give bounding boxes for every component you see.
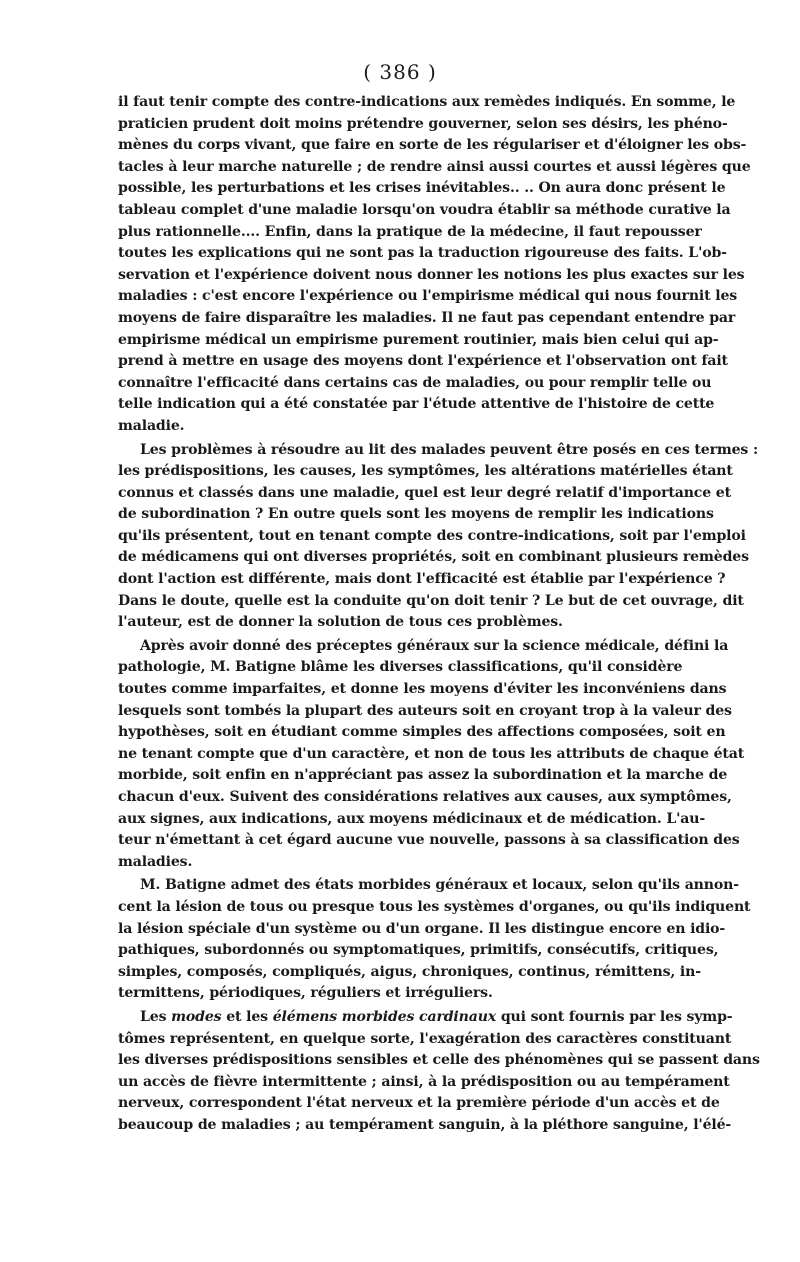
text-line: possible, les perturbations et les crises inévitables.. .. On aura donc présent le [118, 180, 726, 197]
text-line: qu'ils présentent, tout en tenant compte des contre-indications, soit par l'emploi [118, 527, 746, 544]
text-line: hypothèses, soit en étudiant comme simples des affections composées, soit en [118, 724, 726, 741]
italic-term-modes: modes [171, 1008, 222, 1025]
body-text [118, 92, 760, 1137]
text-line: empirisme médical un empirisme purement routinier, mais bien celui qui ap- [118, 331, 719, 348]
text-line: de médicamens qui ont diverses propriétés, soit en combinant plusieurs remèdes [118, 549, 749, 566]
text-line: maladie. [118, 417, 185, 434]
text-line: praticien prudent doit moins prétendre gouverner, selon ses désirs, les phéno- [118, 115, 728, 132]
text-line: chacun d'eux. Suivent des considérations relatives aux causes, aux symptômes, [118, 789, 732, 805]
text-line: la lésion spéciale d'un système ou d'un organe. Il les distingue encore en idio- [118, 920, 726, 937]
text-line: servation et l'expérience doivent nous donner les notions les plus exactes sur les [118, 266, 745, 283]
text-line: moyens de faire disparaître les maladies. Il ne faut pas cependant entendre par [118, 309, 736, 326]
text-line: lesquels sont tombés la plupart des auteurs soit en croyant trop à la valeur des [118, 702, 732, 719]
text-line: un accès de fièvre intermittente ; ainsi, à la prédisposition ou au tempérament [118, 1073, 730, 1090]
text-line: mènes du corps vivant, que faire en sorte de les régulariser et d'éloigner les obs- [118, 137, 747, 154]
text-line: de subordination ? En outre quels sont les moyens de remplir les indications [118, 506, 714, 523]
text-line: nerveux, correspondent l'état nerveux et la première période d'un accès et de [118, 1095, 720, 1112]
italic-term-elements: élémens morbides cardinaux [272, 1008, 497, 1025]
text-line: connaître l'efficacité dans certains cas de maladies, ou pour remplir telle ou [118, 374, 712, 391]
text-line: Dans le doute, quelle est la conduite qu'on doit tenir ? Le but de cet ouvrage, dit [118, 592, 744, 609]
text-line: simples, composés, compliqués, aigus, chroniques, continus, rémittens, in- [118, 963, 701, 980]
text-line: tableau complet d'une maladie lorsqu'on voudra établir sa méthode curative la [118, 201, 731, 218]
text-line: tacles à leur marche naturelle ; de rendre ainsi aussi courtes et aussi légères que [118, 158, 751, 175]
text-line: maladies. [118, 853, 193, 870]
paragraph-3 [118, 636, 745, 874]
text-line: prend à mettre en usage des moyens dont l'expérience et l'observation ont fait [118, 353, 728, 370]
text-line: Après avoir donné des préceptes généraux sur la science médicale, défini la [140, 637, 729, 654]
text-line: toutes comme imparfaites, et donne les moyens d'éviter les inconvéniens dans [118, 681, 727, 698]
page-number: ( 386 ) [363, 60, 437, 84]
paragraph-2 [118, 440, 759, 634]
text-line: il faut tenir compte des contre-indications aux remèdes indiqués. En somme, le [118, 94, 736, 110]
text-line: Les problèmes à résoudre au lit des malades peuvent être posés en ces termes : [140, 441, 759, 458]
text-line: ne tenant compte que d'un caractère, et non de tous les attributs de chaque état [118, 745, 745, 762]
text-line: plus rationnelle.... Enfin, dans la pratique de la médecine, il faut repousser [118, 223, 702, 240]
paragraph-5 [118, 1007, 760, 1137]
text-line: telle indication qui a été constatée par l'étude attentive de l'histoire de cette [118, 396, 715, 413]
text-line: maladies : c'est encore l'expérience ou l'empirisme médical qui nous fournit les [118, 288, 738, 305]
paragraph-1 [118, 92, 751, 438]
text-line: teur n'émettant à cet égard aucune vue nouvelle, passons à sa classification des [118, 832, 740, 849]
text-line: tômes représentent, en quelque sorte, l'exagération des caractères constituant [118, 1030, 732, 1047]
text-line: connus et classés dans une maladie, quel est leur degré relatif d'importance et [118, 484, 731, 501]
text-line: toutes les explications qui ne sont pas la traduction rigoureuse des faits. L'ob- [118, 245, 727, 262]
text-line: dont l'action est différente, mais dont l'efficacité est établie par l'expérience ? [118, 571, 726, 588]
text-line: pathologie, M. Batigne blâme les diverses classifications, qu'il considère [118, 659, 683, 676]
text-line: pathiques, subordonnés ou symptomatiques, primitifs, consécutifs, critiques, [118, 942, 719, 959]
text-line: morbide, soit enfin en n'appréciant pas assez la subordination et la marche de [118, 767, 728, 784]
text-line: M. Batigne admet des états morbides généraux et locaux, selon qu'ils annon- [140, 877, 739, 894]
text-line: beaucoup de maladies ; au tempérament sanguin, à la pléthore sanguine, l'élé- [118, 1116, 732, 1133]
text-line: aux signes, aux indications, aux moyens médicinaux et de médication. L'au- [118, 810, 706, 827]
text-line: cent la lésion de tous ou presque tous les systèmes d'organes, ou qu'ils indiquent [118, 898, 751, 915]
text-line: les prédispositions, les causes, les symptômes, les altérations matérielles étant [118, 463, 733, 480]
text-line: Les modes et les élémens morbides cardinaux qui sont fournis par les symp- [140, 1008, 733, 1025]
paragraph-4 [118, 875, 751, 1005]
text-line: termittens, périodiques, réguliers et irréguliers. [118, 985, 493, 1002]
text-line: l'auteur, est de donner la solution de tous ces problèmes. [118, 614, 563, 631]
text-line: les diverses prédispositions sensibles et celle des phénomènes qui se passent dans [118, 1052, 760, 1069]
